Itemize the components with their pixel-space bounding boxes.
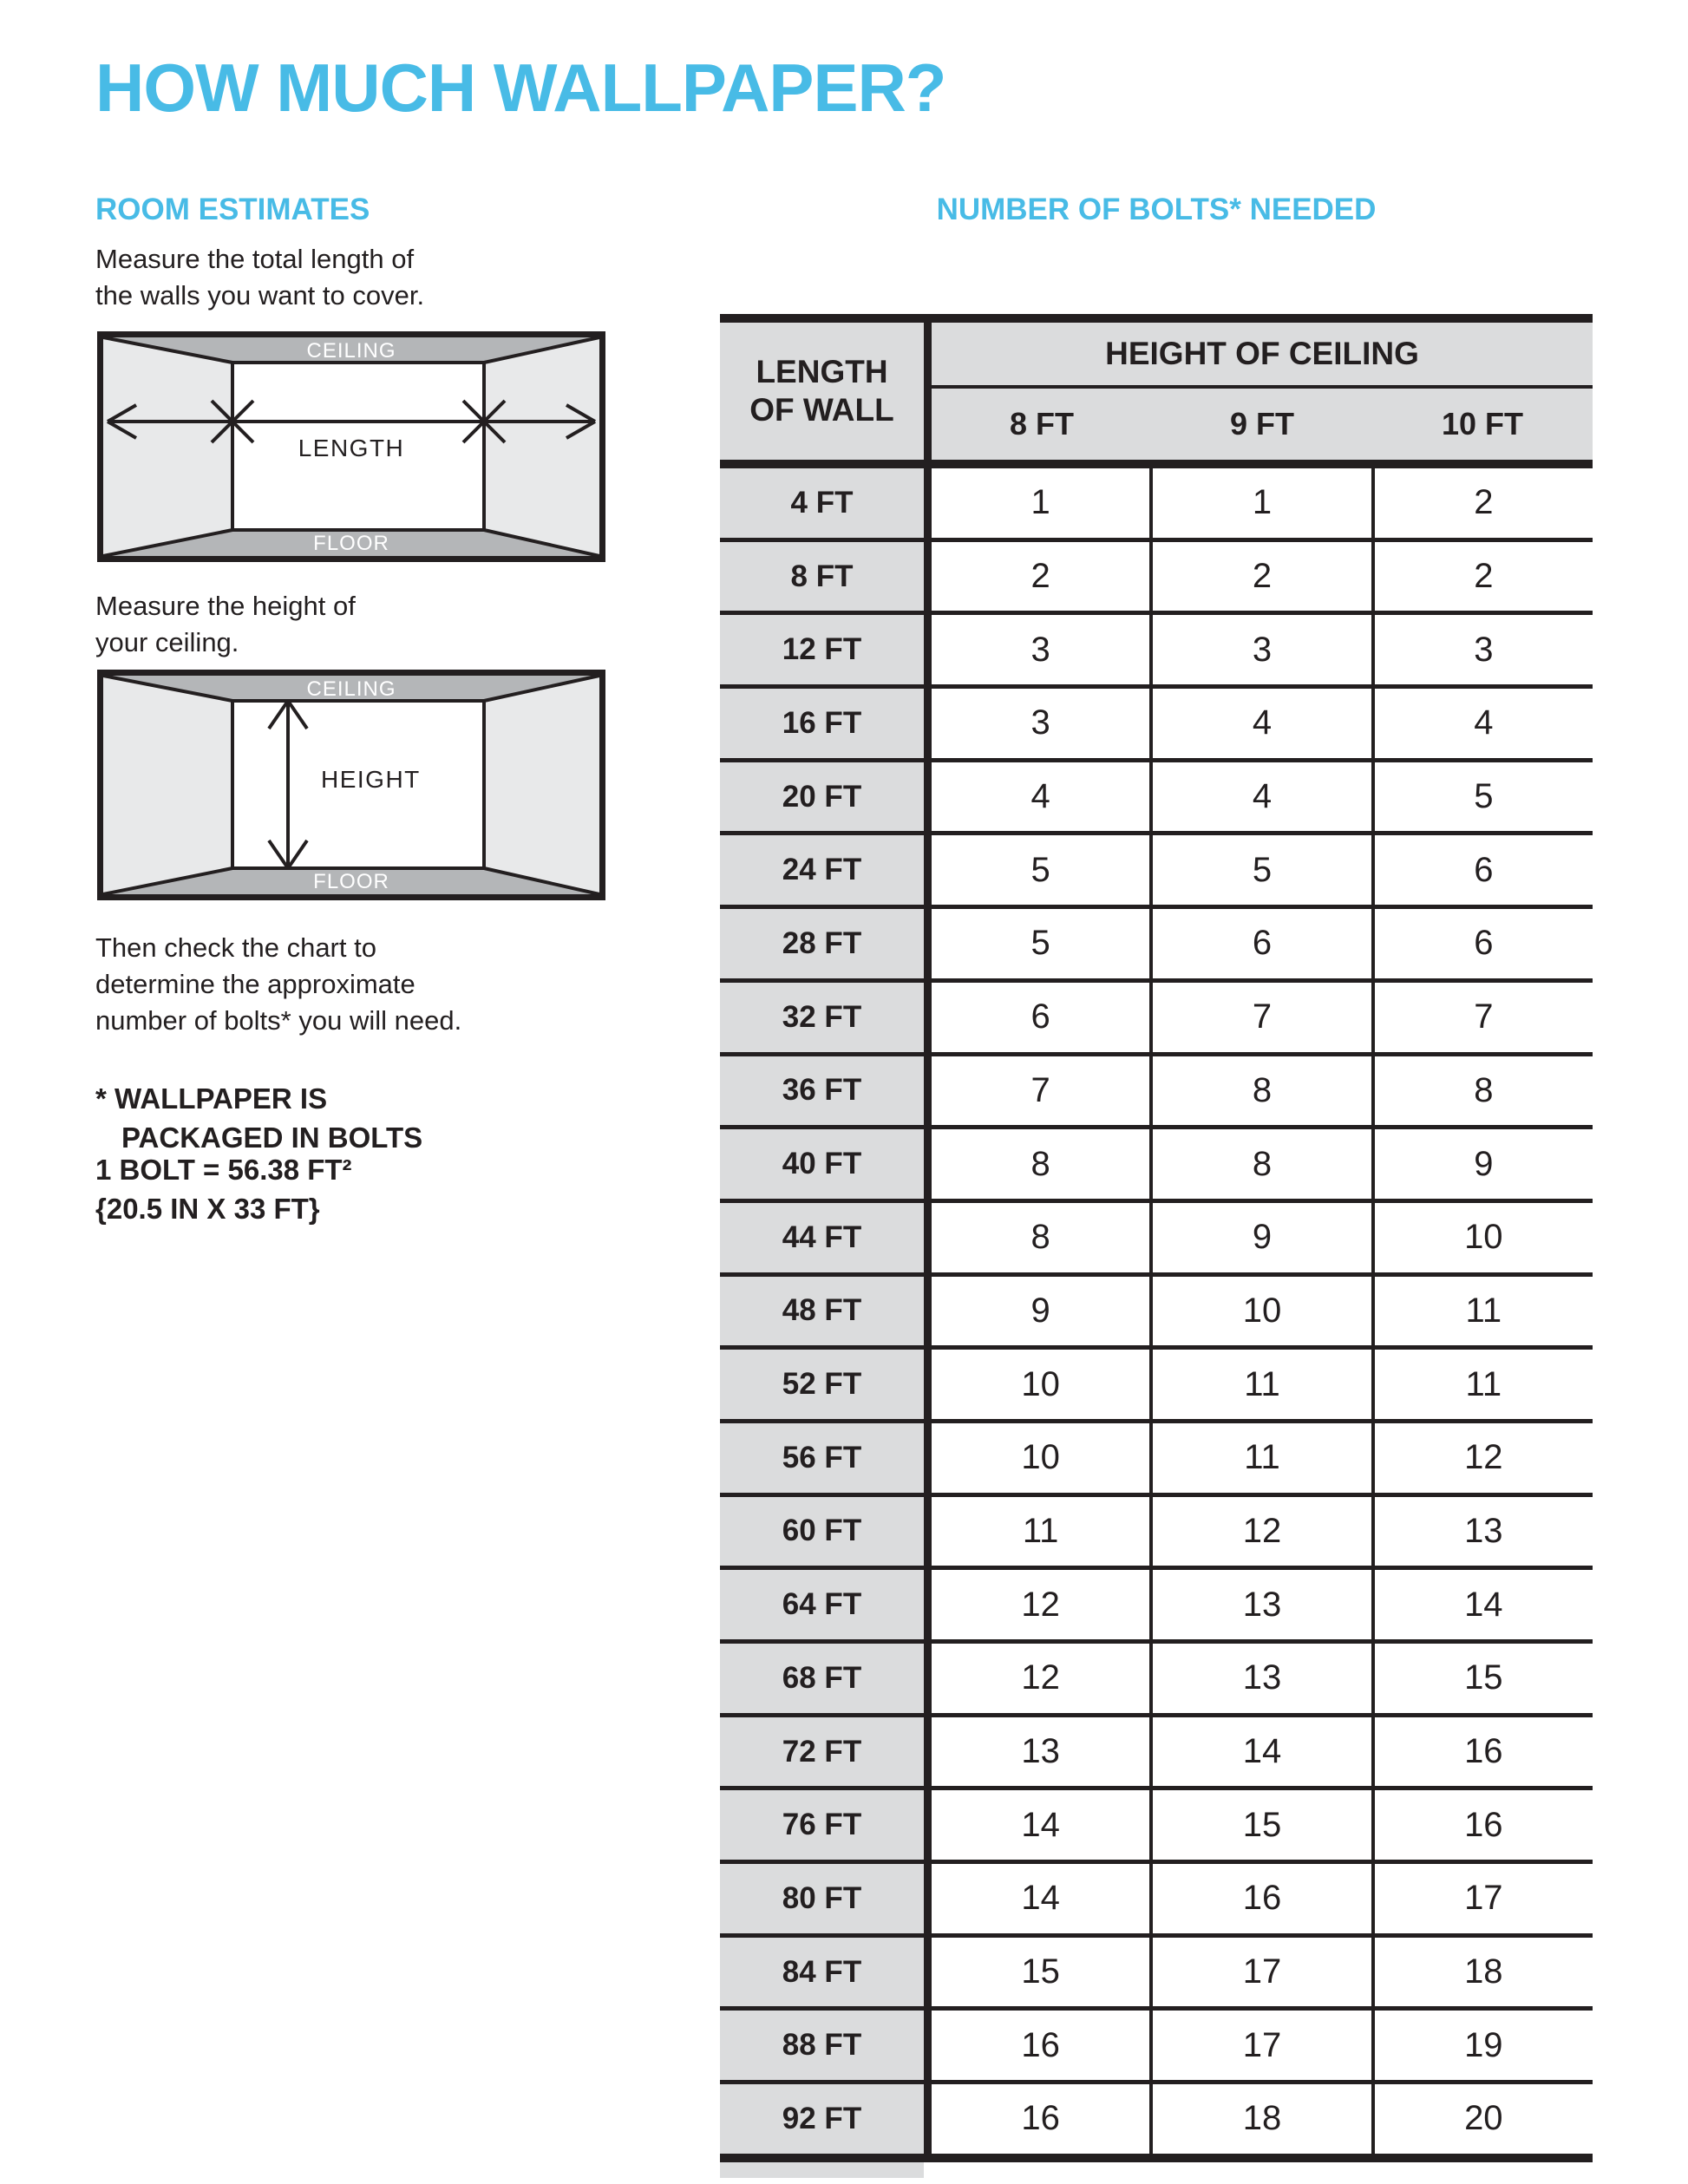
bolts-9ft-cell: 13 <box>1149 1570 1371 1639</box>
table-body <box>720 468 1593 2154</box>
bolts-9ft-cell: 15 <box>1149 1790 1371 1860</box>
bolts-10ft-cell: 8 <box>1371 1056 1593 1126</box>
wall-length-cell: 80 FT <box>720 1864 924 1933</box>
paragraph-line: your ceiling. <box>95 627 239 657</box>
right-wall-surface <box>484 676 599 894</box>
row-values <box>924 1129 1593 1199</box>
bolts-8ft-cell: 15 <box>1021 1952 1060 1991</box>
wall-length-cell: 84 FT <box>720 1938 924 2007</box>
wall-length-cell: 48 FT <box>720 1277 924 1346</box>
bolts-10ft-cell: 13 <box>1371 1497 1593 1566</box>
row-values <box>924 689 1593 758</box>
paragraph-line: Measure the height of <box>95 591 356 621</box>
bolts-10ft-cell: 11 <box>1371 1350 1593 1419</box>
bolts-10ft-cell: 2 <box>1371 542 1593 611</box>
bolts-8ft-cell: 9 <box>1030 1291 1050 1330</box>
length-of-wall-header <box>720 323 924 460</box>
ceiling-label: CEILING <box>306 677 396 701</box>
bolts-10ft-cell: 17 <box>1371 1864 1593 1933</box>
left-column-stub <box>720 2162 924 2178</box>
bolts-8ft-cell: 8 <box>1030 1144 1050 1183</box>
bolts-8ft-cell: 12 <box>1021 1585 1060 1624</box>
footnote-line: * WALLPAPER IS <box>95 1082 328 1115</box>
table-row <box>720 758 1593 832</box>
table-row <box>720 1272 1593 1346</box>
length-label: LENGTH <box>298 435 405 461</box>
bolts-10ft-cell: 15 <box>1371 1644 1593 1713</box>
bolt-equation: 1 BOLT = 56.38 FT² <box>95 1154 352 1186</box>
bolts-9ft-cell: 17 <box>1149 1938 1371 2007</box>
row-values <box>924 468 1593 538</box>
bolts-9ft-cell: 14 <box>1149 1717 1371 1787</box>
bolts-9ft-cell: 11 <box>1149 1350 1371 1419</box>
bolts-9ft-cell: 4 <box>1149 689 1371 758</box>
wall-length-cell: 36 FT <box>720 1056 924 1126</box>
bolts-8ft-cell: 3 <box>1030 630 1050 669</box>
paragraph-line: Then check the chart to <box>95 932 376 963</box>
table-header <box>720 323 1593 460</box>
bolts-10ft-cell: 2 <box>1371 468 1593 538</box>
bolts-8ft-cell: 2 <box>1030 557 1050 596</box>
bolts-needed-table <box>720 314 1593 2178</box>
bolts-10ft-cell: 12 <box>1371 1423 1593 1493</box>
bolts-9ft-cell: 16 <box>1149 1864 1371 1933</box>
bolts-8ft-cell: 5 <box>1030 850 1050 889</box>
table-row <box>720 1419 1593 1493</box>
bolts-10ft-cell: 16 <box>1371 1717 1593 1787</box>
row-values <box>924 983 1593 1052</box>
row-values <box>924 1056 1593 1126</box>
table-row <box>720 1493 1593 1566</box>
left-wall-surface <box>103 337 232 556</box>
wall-length-cell: 64 FT <box>720 1570 924 1639</box>
row-values <box>924 909 1593 978</box>
wall-length-cell: 12 FT <box>720 615 924 684</box>
wall-length-cell: 16 FT <box>720 689 924 758</box>
row-values <box>924 1497 1593 1566</box>
bolts-8ft-cell: 16 <box>1021 2099 1060 2138</box>
row-values <box>924 1277 1593 1346</box>
table-row <box>720 1860 1593 1933</box>
table-row <box>720 2006 1593 2080</box>
height-label: HEIGHT <box>321 766 421 793</box>
bolts-8ft-cell: 3 <box>1030 703 1050 742</box>
table-row <box>720 468 1593 538</box>
bolts-8ft-cell: 10 <box>1021 1364 1060 1403</box>
wall-length-cell: 28 FT <box>720 909 924 978</box>
bolts-8ft-cell: 1 <box>1030 483 1050 522</box>
bolts-9ft-cell: 7 <box>1149 983 1371 1052</box>
wallpaper-bolts-footnote <box>95 1079 422 1157</box>
row-values <box>924 1790 1593 1860</box>
row-values <box>924 762 1593 832</box>
wall-length-cell: 4 FT <box>720 468 924 538</box>
bolts-9ft-cell: 1 <box>1149 468 1371 538</box>
bolts-10ft-cell: 4 <box>1371 689 1593 758</box>
paragraph-line: the walls you want to cover. <box>95 280 425 311</box>
ceiling-height-columns <box>932 389 1593 460</box>
table-row <box>720 1566 1593 1639</box>
page-title: HOW MUCH WALLPAPER? <box>95 49 946 126</box>
height-of-ceiling-header-group <box>924 323 1593 460</box>
table-row <box>720 1052 1593 1126</box>
bolts-10ft-cell: 3 <box>1371 615 1593 684</box>
bolts-8ft-cell: 11 <box>1022 1511 1059 1550</box>
table-row <box>720 538 1593 611</box>
row-values <box>924 835 1593 905</box>
bolts-8ft-cell: 14 <box>1021 1805 1060 1844</box>
row-values <box>924 615 1593 684</box>
wall-length-cell: 60 FT <box>720 1497 924 1566</box>
bolts-9ft-cell: 2 <box>1149 542 1371 611</box>
bolts-9ft-cell: 3 <box>1149 615 1371 684</box>
bolts-8ft-cell: 10 <box>1021 1438 1060 1477</box>
row-values <box>924 1864 1593 1933</box>
table-row <box>720 684 1593 758</box>
bolts-9ft-cell: 8 <box>1149 1056 1371 1126</box>
table-row <box>720 1199 1593 1272</box>
bolts-9ft-cell: 18 <box>1149 2084 1371 2154</box>
wall-length-cell: 52 FT <box>720 1350 924 1419</box>
paragraph-line: number of bolts* you will need. <box>95 1005 462 1036</box>
wall-length-cell: 88 FT <box>720 2011 924 2080</box>
bolts-8ft-cell: 4 <box>1030 777 1050 816</box>
measure-length-paragraph <box>95 241 424 314</box>
bolts-10ft-cell: 5 <box>1371 762 1593 832</box>
wall-length-cell: 44 FT <box>720 1203 924 1272</box>
ceiling-label: CEILING <box>306 339 396 363</box>
floor-label: FLOOR <box>313 532 389 555</box>
bolts-9ft-cell: 6 <box>1149 909 1371 978</box>
bolts-10ft-cell: 19 <box>1371 2011 1593 2080</box>
wall-length-cell: 68 FT <box>720 1644 924 1713</box>
paragraph-line: Measure the total length of <box>95 244 415 274</box>
table-row <box>720 1933 1593 2007</box>
bolts-8ft-cell: 12 <box>1021 1658 1060 1697</box>
room-height-diagram <box>97 670 605 900</box>
table-row <box>720 2080 1593 2154</box>
bolts-10ft-cell: 11 <box>1371 1277 1593 1346</box>
height-of-ceiling-header: HEIGHT OF CEILING <box>1105 336 1419 371</box>
table-top-rule <box>720 314 1593 323</box>
bolts-9ft-cell: 9 <box>1149 1203 1371 1272</box>
right-wall-surface <box>484 337 599 556</box>
bolts-8ft-cell: 16 <box>1021 2025 1060 2064</box>
row-values <box>924 1938 1593 2007</box>
header-line: OF WALL <box>749 392 894 428</box>
row-values <box>924 1570 1593 1639</box>
paragraph-line: determine the approximate <box>95 969 415 999</box>
table-row <box>720 1345 1593 1419</box>
bolts-8ft-cell: 8 <box>1030 1218 1050 1257</box>
bolts-10ft-cell: 7 <box>1371 983 1593 1052</box>
bolts-10ft-cell: 20 <box>1371 2084 1593 2154</box>
bolts-9ft-cell: 4 <box>1149 762 1371 832</box>
table-row <box>720 978 1593 1052</box>
wall-length-cell: 92 FT <box>720 2084 924 2154</box>
row-values <box>924 2084 1593 2154</box>
bolts-9ft-cell: 12 <box>1149 1497 1371 1566</box>
floor-label: FLOOR <box>313 870 389 893</box>
bolts-9ft-cell: 11 <box>1149 1423 1371 1493</box>
table-row <box>720 831 1593 905</box>
check-chart-paragraph <box>95 930 461 1039</box>
wall-length-cell: 56 FT <box>720 1423 924 1493</box>
bolts-10ft-cell: 18 <box>1371 1938 1593 2007</box>
wall-length-cell: 20 FT <box>720 762 924 832</box>
table-bottom-rule <box>720 2154 1593 2162</box>
row-values <box>924 1350 1593 1419</box>
measure-height-paragraph <box>95 588 356 661</box>
header-bottom-rule <box>720 460 1593 468</box>
row-values <box>924 1717 1593 1787</box>
bolts-9ft-cell: 13 <box>1149 1644 1371 1713</box>
column-header-9ft: 9 FT <box>1229 406 1294 441</box>
room-length-diagram <box>97 331 605 562</box>
row-values <box>924 542 1593 611</box>
bolt-size-info <box>95 1150 352 1228</box>
bolts-8ft-cell: 14 <box>1021 1879 1060 1918</box>
row-values <box>924 1423 1593 1493</box>
bolts-10ft-cell: 14 <box>1371 1570 1593 1639</box>
row-values <box>924 1203 1593 1272</box>
row-values <box>924 1644 1593 1713</box>
bolts-9ft-cell: 10 <box>1149 1277 1371 1346</box>
bolts-8ft-cell: 6 <box>1030 997 1050 1036</box>
bolts-10ft-cell: 6 <box>1371 909 1593 978</box>
bolts-9ft-cell: 5 <box>1149 835 1371 905</box>
bolts-9ft-cell: 8 <box>1149 1129 1371 1199</box>
wall-length-cell: 8 FT <box>720 542 924 611</box>
table-row <box>720 905 1593 978</box>
bolt-dimensions: {20.5 IN X 33 FT} <box>95 1193 320 1225</box>
table-row <box>720 611 1593 684</box>
column-header-8ft: 8 FT <box>1009 406 1074 441</box>
table-row <box>720 1639 1593 1713</box>
left-wall-surface <box>103 676 232 894</box>
bolts-8ft-cell: 5 <box>1030 924 1050 963</box>
wall-length-cell: 24 FT <box>720 835 924 905</box>
wall-length-cell: 40 FT <box>720 1129 924 1199</box>
wall-length-cell: 72 FT <box>720 1717 924 1787</box>
bolts-10ft-cell: 6 <box>1371 835 1593 905</box>
table-row <box>720 1125 1593 1199</box>
column-header-10ft: 10 FT <box>1441 406 1524 441</box>
bolts-10ft-cell: 16 <box>1371 1790 1593 1860</box>
wall-length-cell: 32 FT <box>720 983 924 1052</box>
room-estimates-heading: ROOM ESTIMATES <box>95 193 370 226</box>
bolts-10ft-cell: 10 <box>1371 1203 1593 1272</box>
table-row <box>720 1786 1593 1860</box>
bolts-needed-heading: NUMBER OF BOLTS* NEEDED <box>936 193 1377 226</box>
bolts-10ft-cell: 9 <box>1371 1129 1593 1199</box>
table-row <box>720 1713 1593 1787</box>
header-line: LENGTH <box>756 354 888 389</box>
bolts-8ft-cell: 13 <box>1021 1732 1060 1771</box>
footnote-line: PACKAGED IN BOLTS <box>121 1121 423 1154</box>
bolts-8ft-cell: 7 <box>1030 1070 1050 1109</box>
wall-length-cell: 76 FT <box>720 1790 924 1860</box>
row-values <box>924 2011 1593 2080</box>
bolts-9ft-cell: 17 <box>1149 2011 1371 2080</box>
